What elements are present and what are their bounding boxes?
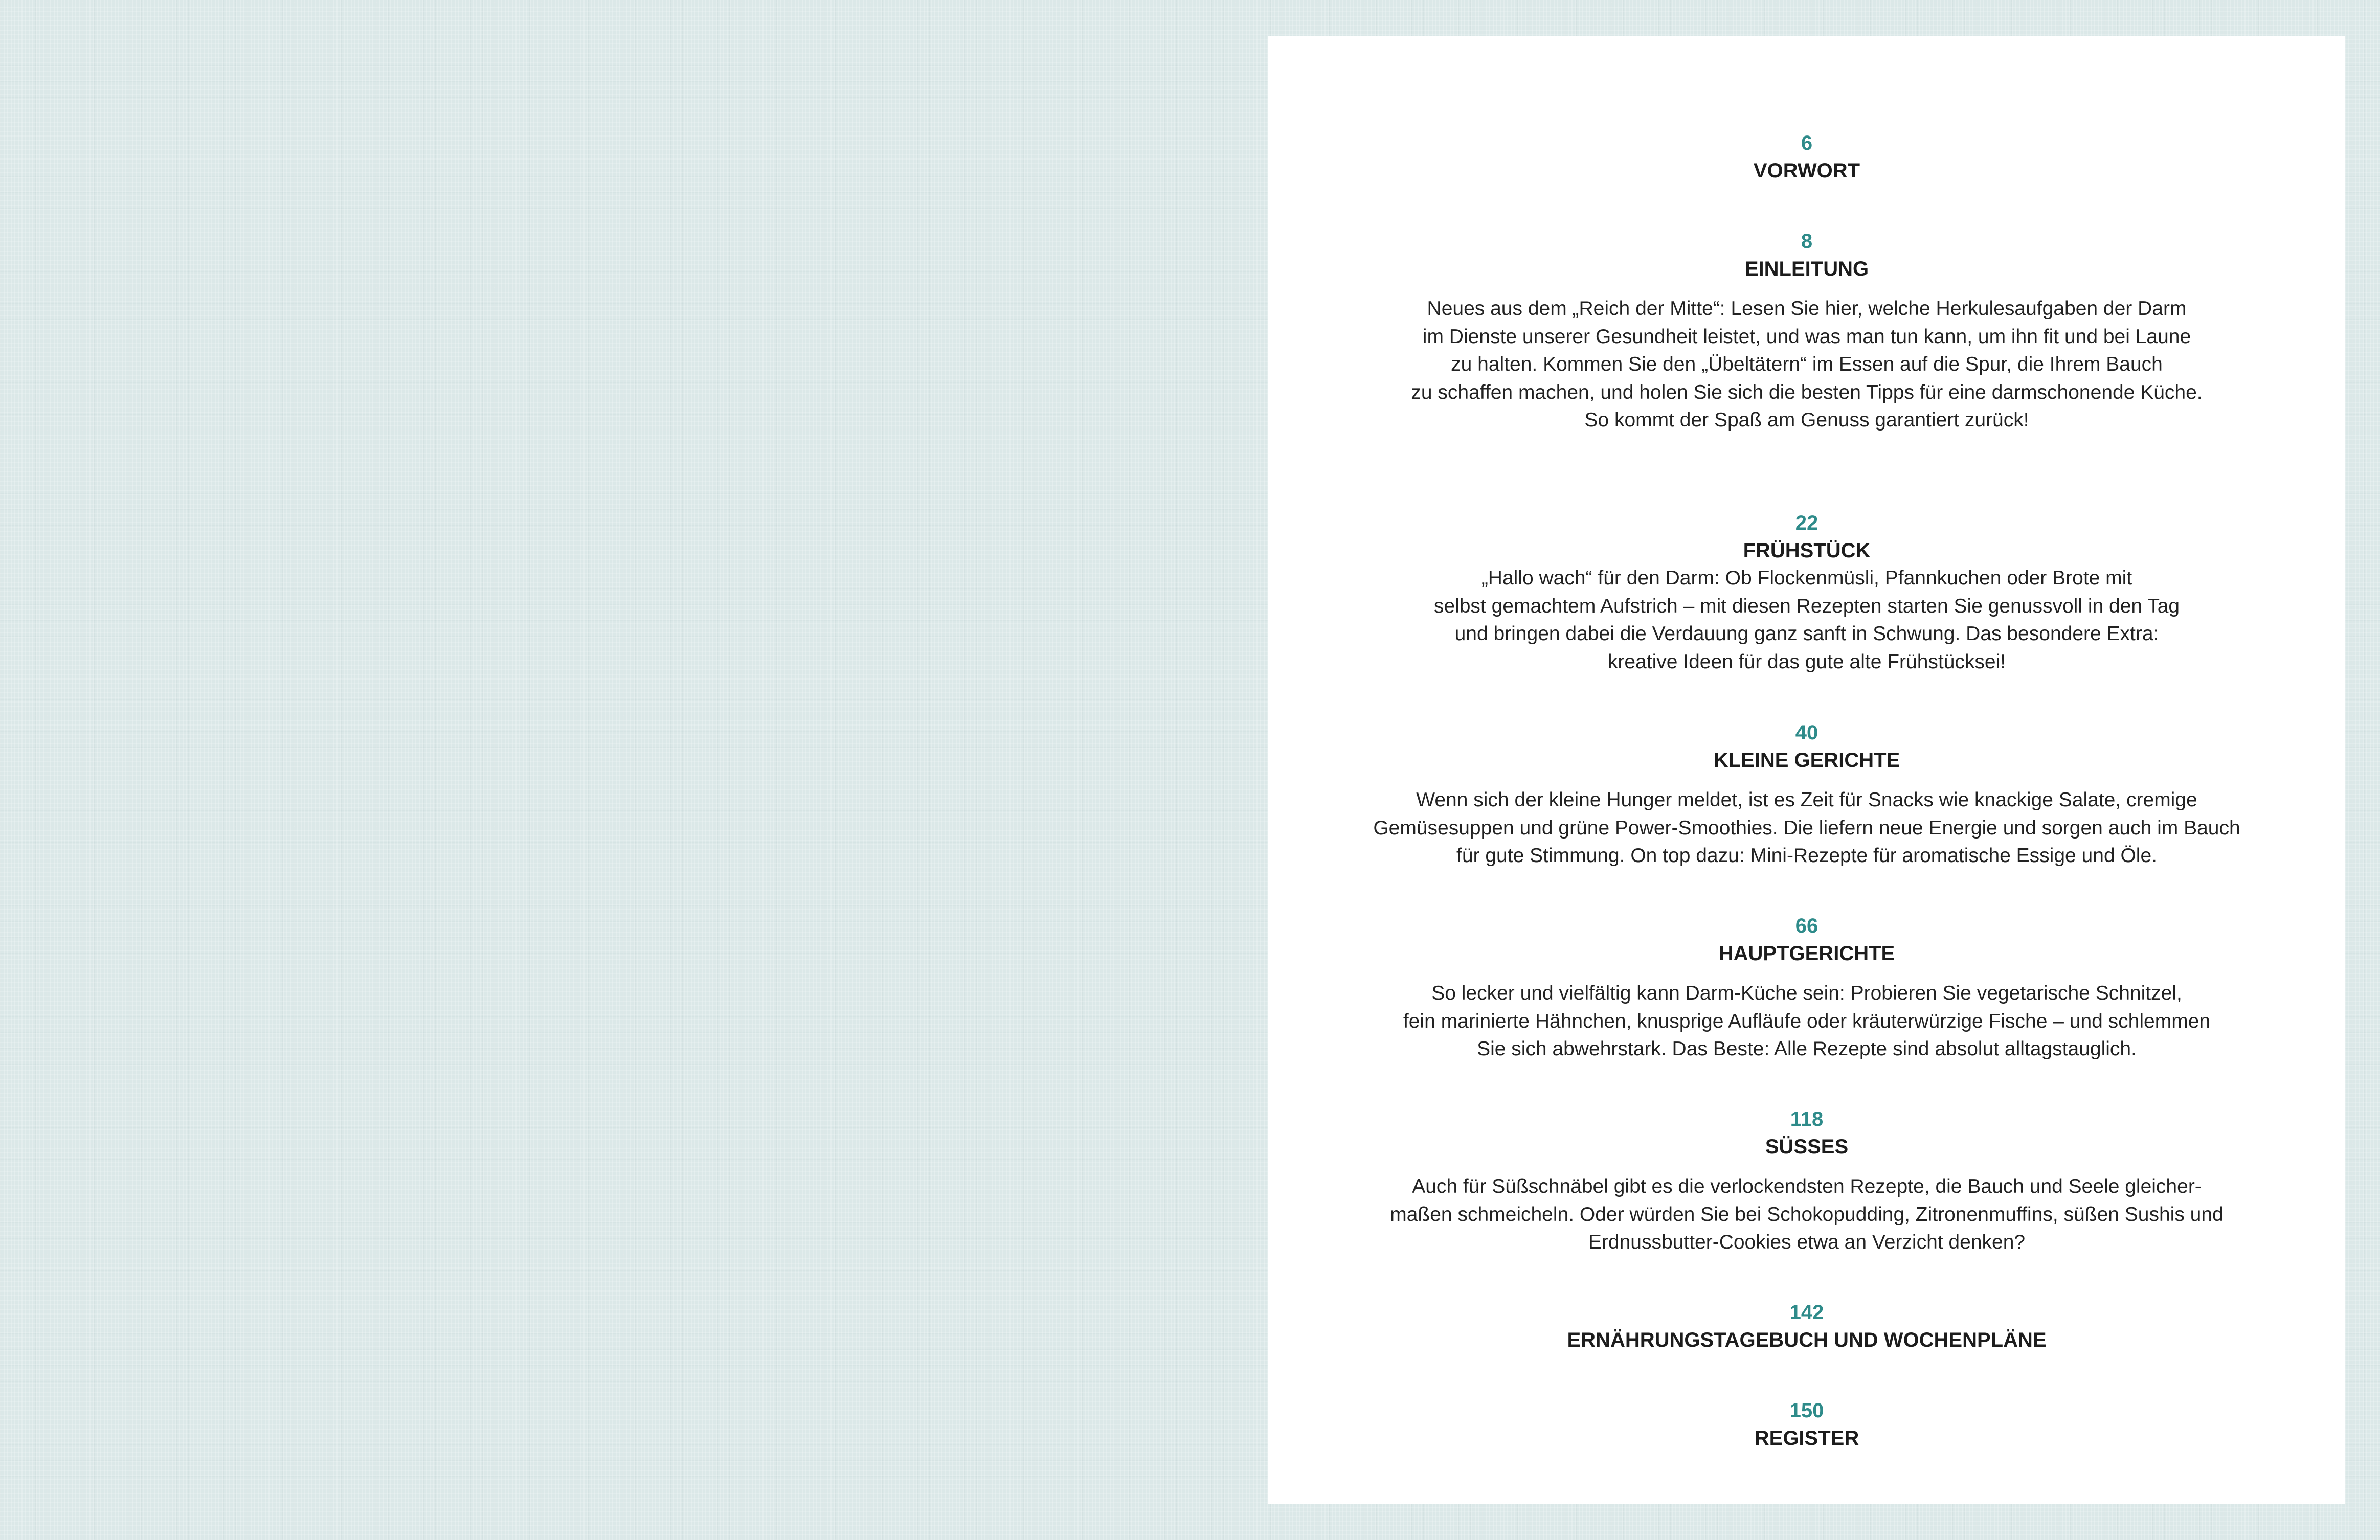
description-line: „Hallo wach“ für den Darm: Ob Flockenmüsli, Pfannkuchen oder Brote mit <box>1481 567 2132 589</box>
section-title: KLEINE GERICHTE <box>1713 749 1900 772</box>
section-title: VORWORT <box>1753 160 1860 182</box>
toc-entry-kleine-gerichte <box>1268 719 2345 870</box>
page-number: 8 <box>1801 230 1813 253</box>
description-line: Gemüsesuppen und grüne Power-Smoothies. Die liefern neue Energie und sorgen auch im Bauch <box>1373 817 2240 839</box>
toc-entry-register <box>1268 1397 2345 1452</box>
page-number: 40 <box>1795 721 1818 744</box>
description-line: Wenn sich der kleine Hunger meldet, ist es Zeit für Snacks wie knackige Salate, cremige <box>1416 789 2197 811</box>
description-line: und bringen dabei die Verdauung ganz sanft in Schwung. Das besondere Extra: <box>1454 623 2159 645</box>
page-number: 142 <box>1789 1301 1824 1324</box>
description-line: So kommt der Spaß am Genuss garantiert zurück! <box>1584 409 2029 431</box>
description-line: für gute Stimmung. On top dazu: Mini-Rezepte für aromatische Essige und Öle. <box>1456 845 2157 867</box>
section-title: EINLEITUNG <box>1744 258 1869 280</box>
description-line: maßen schmeicheln. Oder würden Sie bei Schokopudding, Zitronenmuffins, süßen Sushis und <box>1390 1203 2224 1226</box>
section-title: HAUPTGERICHTE <box>1718 942 1895 965</box>
section-title: ERNÄHRUNGSTAGEBUCH UND WOCHENPLÄNE <box>1567 1329 2047 1351</box>
section-title: REGISTER <box>1754 1427 1859 1450</box>
section-description <box>1268 786 2345 870</box>
section-title: FRÜHSTÜCK <box>1743 539 1871 562</box>
section-description <box>1268 1173 2345 1257</box>
toc-entry-einleitung <box>1268 228 2345 435</box>
description-line: kreative Ideen für das gute alte Frühstücksei! <box>1607 650 2006 673</box>
section-title: SÜSSES <box>1765 1136 1849 1158</box>
toc-entry-vorwort <box>1268 129 2345 185</box>
toc-entry-ernaehrungstagebuch <box>1268 1299 2345 1354</box>
section-description <box>1268 295 2345 435</box>
section-description <box>1268 564 2345 676</box>
page-number: 118 <box>1790 1108 1824 1130</box>
description-line: Neues aus dem „Reich der Mitte“: Lesen Sie hier, welche Herkulesaufgaben der Darm <box>1427 298 2187 320</box>
description-line: selbst gemachtem Aufstrich – mit diesen Rezepten starten Sie genussvoll in den Tag <box>1433 595 2180 617</box>
toc-entry-fruehstueck <box>1268 509 2345 676</box>
page-number: 66 <box>1795 915 1818 937</box>
description-line: Sie sich abwehrstark. Das Beste: Alle Rezepte sind absolut alltagstauglich. <box>1477 1038 2137 1060</box>
toc-entry-suesses <box>1268 1105 2345 1257</box>
description-line: Auch für Süßschnäbel gibt es die verlockendsten Rezepte, die Bauch und Seele gleicher- <box>1412 1175 2202 1197</box>
description-line: So lecker und vielfältig kann Darm-Küche sein: Probieren Sie vegetarische Schnitzel, <box>1431 982 2182 1004</box>
section-description <box>1268 980 2345 1063</box>
page-number: 150 <box>1789 1399 1824 1422</box>
toc-page <box>1268 36 2345 1504</box>
description-line: im Dienste unserer Gesundheit leistet, und was man tun kann, um ihn fit und bei Laune <box>1422 325 2191 348</box>
description-line: zu schaffen machen, und holen Sie sich die besten Tipps für eine darmschonende Küche. <box>1411 381 2203 403</box>
description-line: zu halten. Kommen Sie den „Übeltätern“ im Essen auf die Spur, die Ihrem Bauch <box>1451 353 2163 375</box>
page-number: 6 <box>1801 132 1813 154</box>
description-line: Erdnussbutter-Cookies etwa an Verzicht denken? <box>1588 1231 2026 1253</box>
description-line: fein marinierte Hähnchen, knusprige Aufläufe oder kräuterwürzige Fische – und schlemmen <box>1403 1010 2211 1032</box>
page-number: 22 <box>1795 512 1818 534</box>
toc-entry-hauptgerichte <box>1268 912 2345 1063</box>
